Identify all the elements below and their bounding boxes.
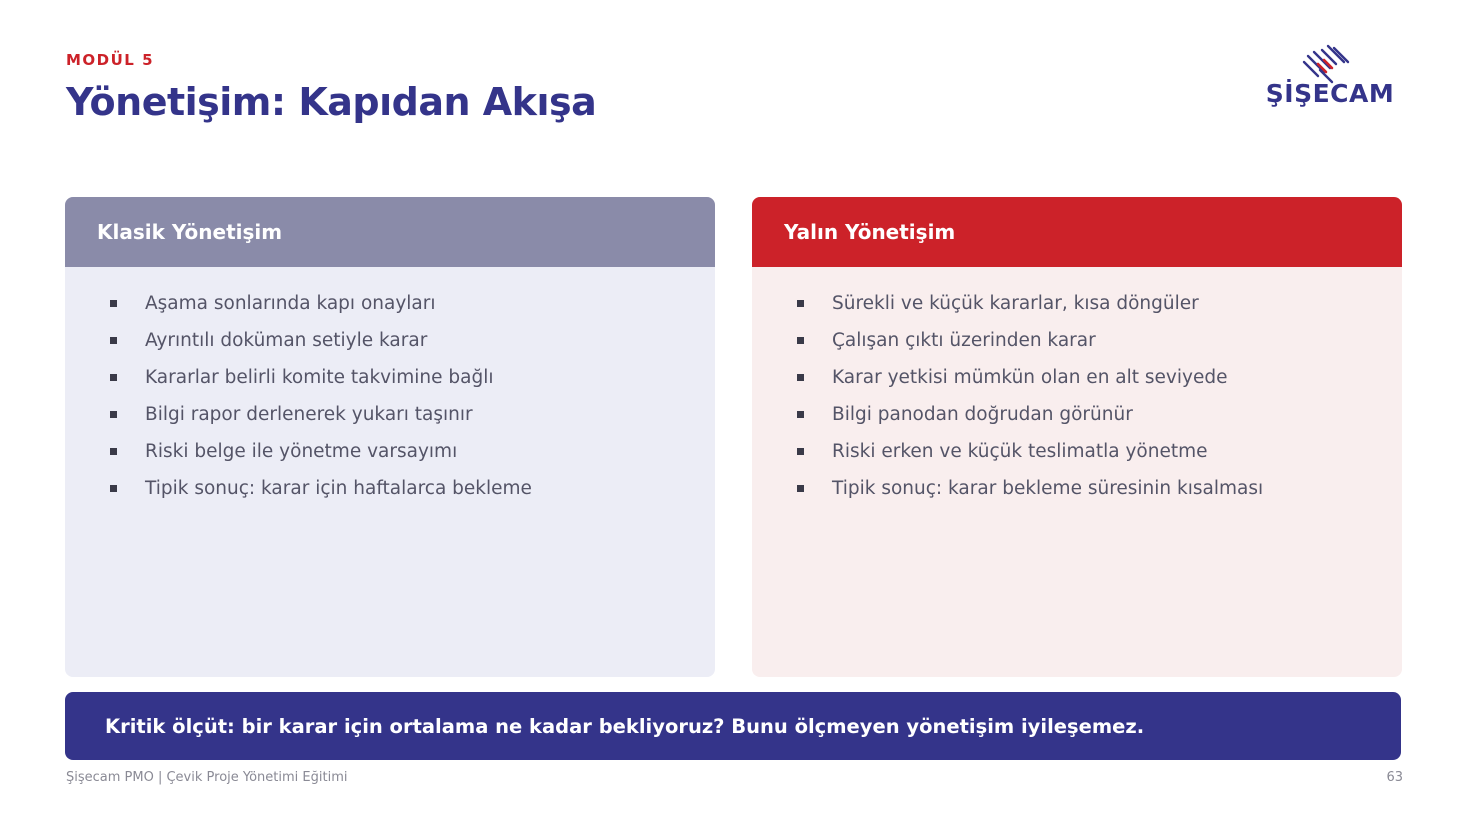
lean-governance-panel: [752, 197, 1402, 677]
bullet-square-icon: [110, 411, 117, 418]
bullet-square-icon: [110, 300, 117, 307]
list-item-text: Bilgi rapor derlenerek yukarı taşınır: [145, 404, 473, 425]
list-item: [65, 474, 715, 511]
bullet-square-icon: [797, 485, 804, 492]
list-item-text: Kararlar belirli komite takvimine bağlı: [145, 367, 494, 388]
page-number: 63: [1386, 770, 1403, 785]
bullet-square-icon: [110, 485, 117, 492]
list-item: [752, 289, 1402, 326]
list-item: [752, 326, 1402, 363]
bullet-square-icon: [797, 411, 804, 418]
list-item: [752, 363, 1402, 400]
list-item: [65, 289, 715, 326]
list-item: [752, 474, 1402, 511]
list-item-text: Riski erken ve küçük teslimatla yönetme: [832, 441, 1208, 462]
list-item: [65, 326, 715, 363]
lean-governance-title: Yalın Yönetişim: [752, 197, 1402, 267]
classic-governance-panel: [65, 197, 715, 677]
list-item-text: Tipik sonuç: karar bekleme süresinin kısalması: [832, 478, 1264, 499]
bullet-square-icon: [797, 337, 804, 344]
list-item: [752, 400, 1402, 437]
company-logo: [1256, 44, 1404, 114]
list-item-text: Ayrıntılı doküman setiyle karar: [145, 330, 428, 351]
list-item-text: Çalışan çıktı üzerinden karar: [832, 330, 1096, 351]
list-item: [65, 437, 715, 474]
list-item-text: Aşama sonlarında kapı onayları: [145, 293, 436, 314]
bullet-square-icon: [110, 374, 117, 381]
bullet-square-icon: [797, 448, 804, 455]
bullet-square-icon: [797, 374, 804, 381]
callout-text: Kritik ölçüt: bir karar için ortalama ne kadar bekliyoruz? Bunu ölçmeyen yönetişim iyileşemez.: [105, 714, 1145, 738]
logo-mark-icon: [1298, 44, 1362, 84]
lean-governance-list: [752, 267, 1402, 511]
classic-governance-title: Klasik Yönetişim: [65, 197, 715, 267]
logo-wordmark: ŞİŞECAM: [1265, 79, 1395, 108]
list-item-text: Riski belge ile yönetme varsayımı: [145, 441, 458, 462]
footer-text: Şişecam PMO | Çevik Proje Yönetimi Eğitimi: [66, 770, 348, 785]
bullet-square-icon: [110, 337, 117, 344]
list-item-text: Karar yetkisi mümkün olan en alt seviyede: [832, 367, 1228, 388]
critical-metric-callout: [65, 692, 1401, 760]
bullet-square-icon: [797, 300, 804, 307]
list-item-text: Bilgi panodan doğrudan görünür: [832, 404, 1133, 425]
classic-governance-list: [65, 267, 715, 511]
list-item-text: Sürekli ve küçük kararlar, kısa döngüler: [832, 293, 1199, 314]
list-item-text: Tipik sonuç: karar için haftalarca bekleme: [145, 478, 532, 499]
page-title: Yönetişim: Kapıdan Akışa: [66, 80, 597, 124]
list-item: [752, 437, 1402, 474]
bullet-square-icon: [110, 448, 117, 455]
list-item: [65, 400, 715, 437]
list-item: [65, 363, 715, 400]
module-label: MODÜL 5: [66, 51, 155, 69]
